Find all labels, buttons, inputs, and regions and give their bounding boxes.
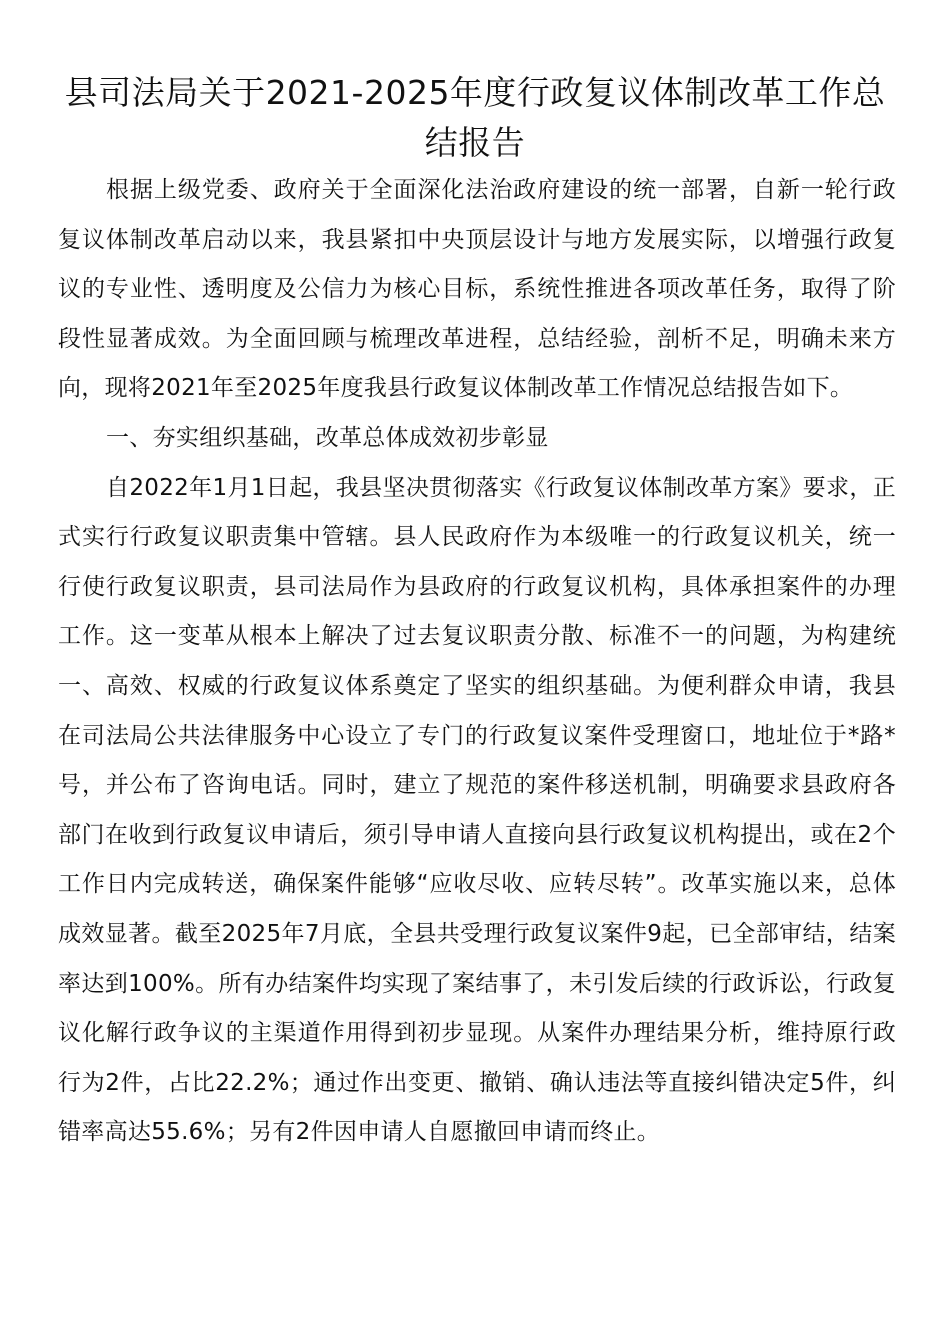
section-heading-1: 一、夯实组织基础，改革总体成效初步彰显 (106, 424, 549, 451)
section-1-paragraph: 自2022年1月1日起，我县坚决贯彻落实《行政复议体制改革方案》要求，正式实行行政复议职责集中管辖。县人民政府作为本级唯一的行政复议机关，统一行使行政复议职责，县司法局作为县政府的行政复议机构，具体承担案件的办理工作。这一变革从根本上解决了过去复议职责分散、标准不一的问题，为构建统一、高效、权威的行政复议体系奠定了坚实的组织基础。为便利群众申请，我县在司法局公共法律服务中心设立了专门的行政复议案件受理窗口，地址位于*路*号，并公布了咨询电话。同时，建立了规范的案件移送机制，明确要求县政府各部门在收到行政复议申请后，须引导申请人直接向县行政复议机构提出，或在2个工作日内完成转送，确保案件能够“应收尽收、应转尽转”。改革实施以来，总体成效显著。截至2025年7月底，全县共受理行政复议案件9起，已全部审结，结案率达到100%。所有办结案件均实现了案结事了，未引发后续的行政诉讼，行政复议化解行政争议的主渠道作用得到初步显现。从案件办理结果分析，维持原行政行为2件，占比22.2%；通过作出变更、撤销、确认违法等直接纠错决定5件，纠错率高达55.6%；另有2件因申请人自愿撤回申请而终止。 (58, 474, 896, 1146)
document-body (58, 166, 896, 1158)
document-title: 县司法局关于2021-2025年度行政复议体制改革工作总结报告 (64, 73, 886, 162)
intro-paragraph: 根据上级党委、政府关于全面深化法治政府建设的统一部署，自新一轮行政复议体制改革启动以来，我县紧扣中央顶层设计与地方发展实际，以增强行政复议的专业性、透明度及公信力为核心目标，系统性推进各项改革任务，取得了阶段性显著成效。为全面回顾与梳理改革进程，总结经验，剖析不足，明确未来方向，现将2021年至2025年度我县行政复议体制改革工作情况总结报告如下。 (58, 177, 896, 402)
